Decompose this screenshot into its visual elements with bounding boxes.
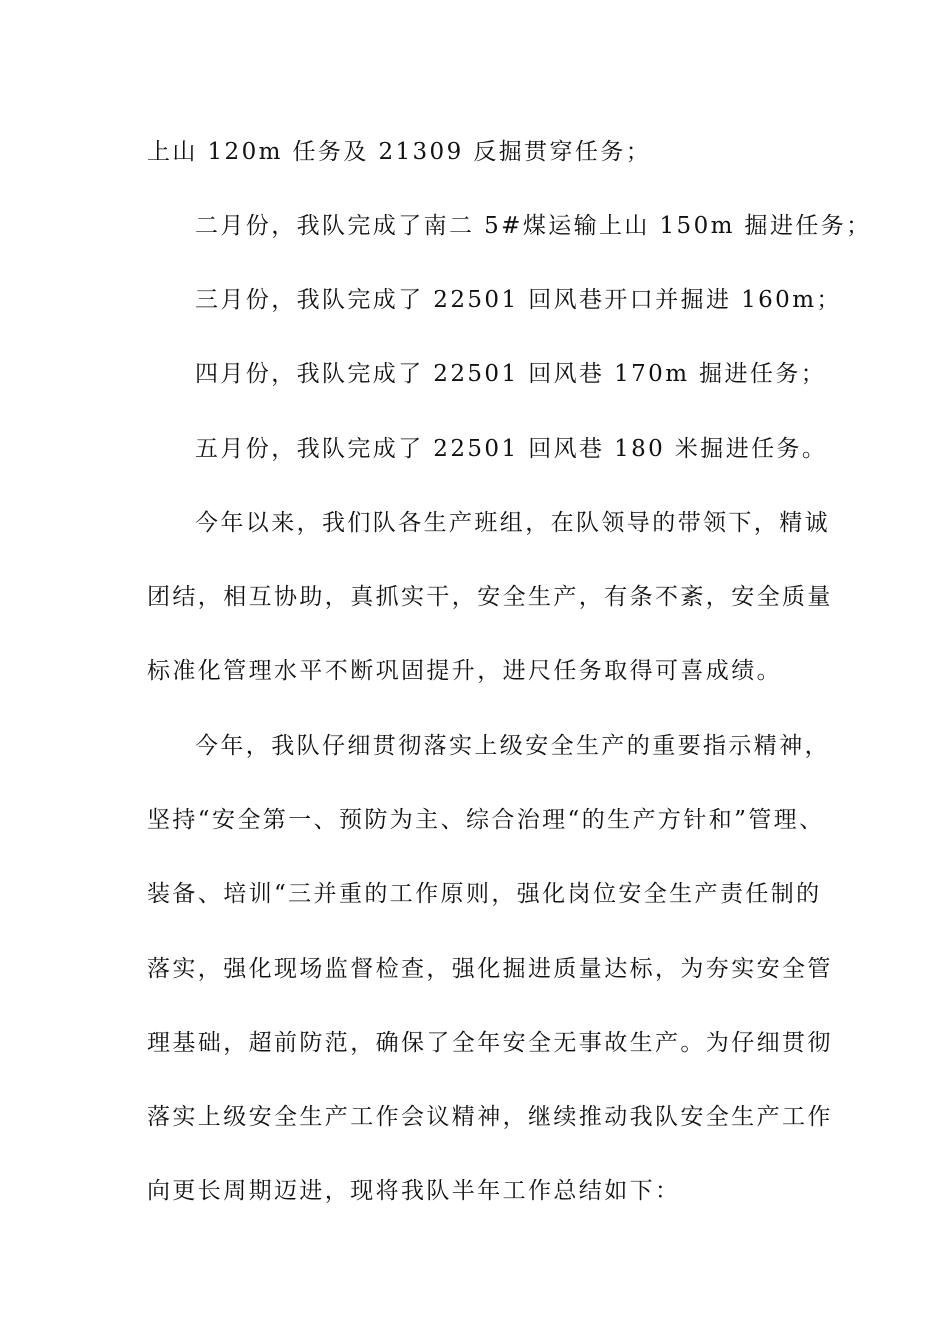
- text-line: 二月份，我队完成了南二 5#煤运输上山 150m 掘进任务；: [195, 213, 872, 239]
- text-line: 三月份，我队完成了 22501 回风巷开口并掘进 160m；: [195, 287, 842, 313]
- text-line: 五月份，我队完成了 22501 回风巷 180 米掘进任务。: [195, 436, 828, 462]
- text-line: 坚持“安全第一、预防为主、综合治理“的生产方针和”管理、: [147, 807, 825, 833]
- text-line: 今年，我队仔细贯彻落实上级安全生产的重要指示精神，: [195, 733, 830, 759]
- text-line: 落实，强化现场监督检查，强化掘进质量达标，为夯实安全管: [147, 956, 833, 982]
- text-line: 上山 120m 任务及 21309 反掘贯穿任务；: [147, 139, 652, 165]
- text-line: 落实上级安全生产工作会议精神，继续推动我队安全生产工作: [147, 1104, 833, 1130]
- text-line: 团结，相互协助，真抓实干，安全生产，有条不紊，安全质量: [147, 584, 833, 610]
- text-line: 装备、培训“三并重的工作原则，强化岗位安全生产责任制的: [147, 881, 822, 907]
- text-line: 理基础，超前防范，确保了全年安全无事故生产。为仔细贯彻: [147, 1030, 833, 1056]
- text-line: 向更长周期迈进，现将我队半年工作总结如下：: [147, 1178, 681, 1204]
- text-line: 标准化管理水平不断巩固提升，进尺任务取得可喜成绩。: [147, 658, 782, 684]
- text-line: 今年以来，我们队各生产班组，在队领导的带领下，精诚: [195, 510, 830, 536]
- text-line: 四月份，我队完成了 22501 回风巷 170m 掘进任务；: [195, 361, 827, 387]
